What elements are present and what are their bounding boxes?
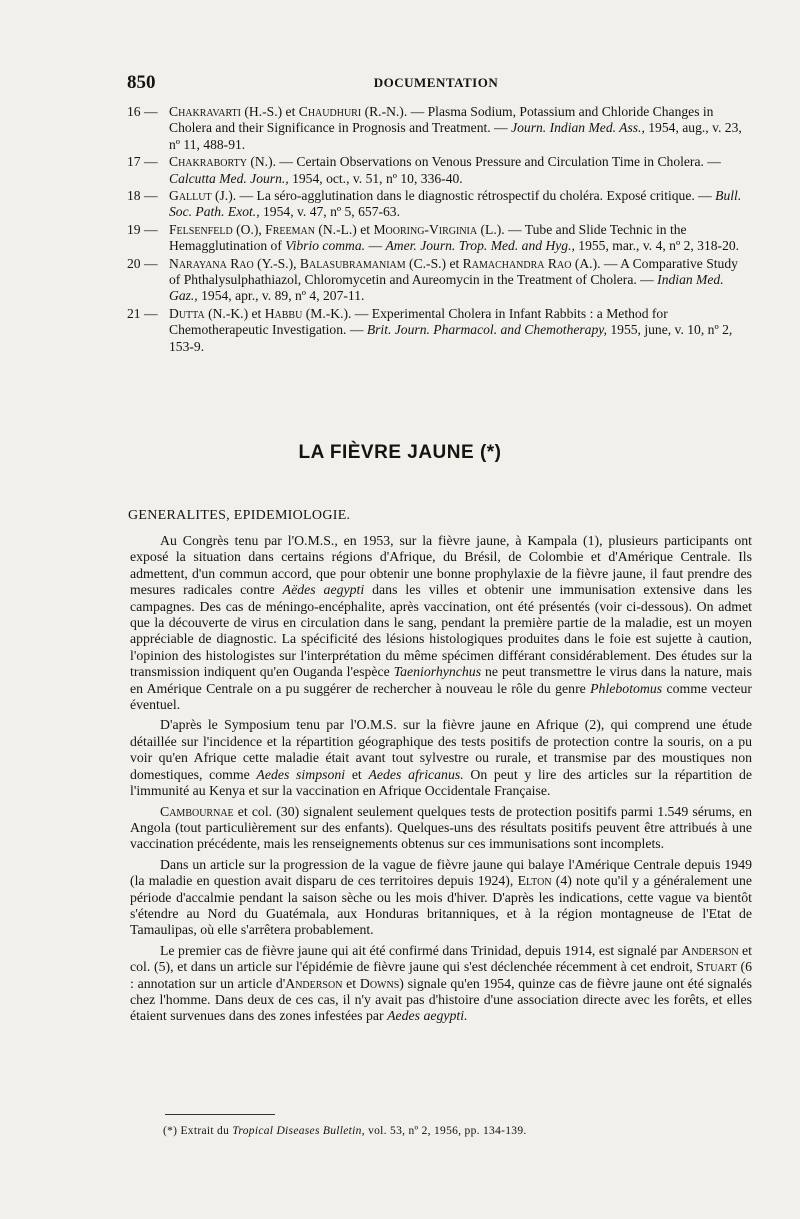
text-run: Le premier cas de fièvre jaune qui ait été confirmé dans Trinidad, depuis 1914, est signalé par — [160, 942, 682, 958]
author-name: Anderson — [681, 942, 739, 958]
reference-list — [127, 104, 751, 356]
italic-text: Taeniorhynchus — [393, 664, 482, 680]
text-run: (A.). — A Comparative Study of Phthalysulphathiazol, Chloromycetin and Aureomycin in the Treatment of Cholera. — — [169, 255, 738, 288]
reference-text — [169, 154, 751, 187]
reference-text — [169, 222, 751, 255]
author-name: Gallut — [169, 188, 212, 204]
text-run: (L.). — Tube and Slide Technic in the Hemagglutination of — [169, 221, 687, 254]
body-paragraph — [130, 804, 752, 853]
text-run: D'après le Symposium tenu par l'O.M.S. sur la fièvre jaune en Afrique (2), qui comprend une étude détaillée sur l'incidence et la répartition géographique des tests positifs de protection contre la souris, on a pu voir qu'en Afrique cette maladie était avant tout sylvestre ou rurale, et transmise par des moustiques non domestiques, comme — [130, 717, 752, 782]
text-run: (C.-S.) et — [405, 255, 463, 271]
reference-item — [127, 104, 751, 153]
text-run: (O.), — [232, 221, 266, 237]
italic-text: Aedes africanus. — [368, 766, 464, 782]
text-run: Au Congrès tenu par l'O.M.S., en 1953, sur la fièvre jaune, à Kampala (1), plusieurs participants ont exposé la situation dans certains régions d'Afrique, du Brésil, de Colombie et d'Amérique Centrale. Ils admettent, d'un commun accord, que pour obtenir une bonne prophylaxie de la fièvre jaune, il faut prendre des mesures radicales contre — [130, 533, 752, 598]
section-heading: GENERALITES, EPIDEMIOLOGIE. — [128, 508, 351, 523]
text-run: (J.). — La séro-agglutination dans le diagnostic rétrospectif du choléra. Exposé critique. — — [211, 188, 716, 204]
text-run: (H.-S.) et — [241, 104, 299, 119]
body-paragraph — [130, 533, 752, 713]
text-run: vol. 53, nº 2, 1956, pp. 134-139. — [364, 1125, 527, 1137]
body-paragraph — [130, 717, 752, 799]
text-run: (R.-N.). — Plasma Sodium, Potassium and Chloride Changes in Cholera and their Significance in Prognosis and Treatment. — — [169, 104, 714, 136]
text-run: et col. (5), et dans un article sur l'épidémie de fièvre jaune qui s'est déclenchée récemment à cet endroit, — [130, 942, 753, 975]
reference-item — [127, 306, 751, 355]
footnote-rule — [165, 1114, 275, 1115]
reference-text — [169, 306, 751, 355]
italic-text: Indian Med. Gaz., — [169, 272, 724, 304]
text-run: (N.-K.) et — [204, 305, 265, 321]
author-name: Felsenfeld — [169, 221, 233, 237]
italic-text: Aedes simpsoni — [256, 766, 346, 782]
reference-number: 19 — — [127, 221, 158, 237]
author-name: Habbu — [264, 305, 303, 321]
reference-item — [127, 222, 751, 255]
text-run: et — [345, 766, 369, 782]
text-run: ) signale qu'en 1954, quinze cas de fièvre jaune ont été signalés chez l'homme. Dans deux de ces cas, il n'y avait pas d'histoire d'une association directe avec les forêts, et elles étaient survenues dans des zones infestées par — [130, 975, 752, 1024]
text-run: (M.-K.). — Experimental Cholera in Infant Rabbits : a Method for Chemotherapeutic Investigation. — — [169, 305, 668, 338]
article-title: LA FIÈVRE JAUNE (*) — [298, 442, 502, 463]
italic-text: Journ. Indian Med. Ass., — [511, 120, 645, 136]
author-name: Freeman — [265, 221, 315, 237]
footnote — [163, 1125, 527, 1137]
text-run: 1954, aug., v. 23, nº 11, 488-91. — [169, 120, 742, 152]
text-run: On peut y lire des articles sur la répartition de l'immunité au Kenya et sur la vaccination en Afrique Occidentale Française. — [130, 766, 752, 799]
text-run: 1955, mar., v. 4, nº 2, 318-20. — [574, 238, 740, 254]
text-run: 1954, apr., v. 89, nº 4, 207-11. — [197, 288, 365, 304]
author-name: Ramachandra Rao — [462, 255, 572, 271]
text-run: 1955, june, v. 10, nº 2, 153-9. — [169, 322, 733, 354]
reference-text — [169, 188, 751, 221]
reference-text — [169, 104, 751, 153]
author-name: Chaudhuri — [298, 104, 362, 119]
italic-text: Tropical Diseases Bulletin, — [232, 1125, 365, 1137]
reference-number: 17 — — [127, 154, 158, 170]
text-run: dans les villes et obtenir une immunisation extensive dans les campagnes. Des cas de méningo-encéphalite, après vaccination, ont été présentés (voir ci-dessous). On admet que la découverte de virus en circulation dans le sang, pendant la première partie de la maladie, est un moyen appréciable de diagnostic. La spécificité des lésions histologiques produites dans le foie est sujette à caution, l'opinion des histologistes sur l'interprétation du même spécimen différant considérablement. Des études sur la transmission indiquent qu'en Ouganda l'espèce — [130, 582, 752, 680]
body-paragraph — [130, 857, 752, 939]
reference-number: 21 — — [127, 305, 158, 321]
text-run: Dans un article sur la progression de la vague de fièvre jaune qui balaye l'Amérique Centrale depuis 1949 (la maladie en question avait disparu de ces territoires depuis 1924), — [130, 856, 752, 889]
italic-text: Bull. Soc. Path. Exot., — [169, 188, 742, 220]
author-name: Mooring-Virginia — [373, 221, 478, 237]
italic-text: Vibrio comma. — [285, 238, 366, 254]
italic-text: Aëdes aegypti — [282, 582, 365, 598]
text-run: comme vecteur éventuel. — [130, 680, 753, 713]
italic-text: Calcutta Med. Journ., — [169, 170, 289, 186]
text-run: (N.-L.) et — [314, 221, 374, 237]
text-run: et — [342, 975, 360, 991]
reference-item — [127, 154, 751, 187]
text-run: (4) note qu'il y a généralement une période d'accalmie pendant la saison sèche ou les mois d'hiver. D'après les indications, cette vague va bientôt s'étendre au Nord du Guatémala, aux Honduras britanniques, et à la région montagneuse de l'Etat de Tamaulipas, où elle s'arrêtera probablement. — [130, 873, 753, 938]
page-number: 850 — [127, 72, 156, 93]
text-run: — — [365, 238, 386, 254]
reference-text — [169, 256, 751, 305]
body-paragraph — [130, 943, 752, 1025]
author-name: Downs — [359, 975, 400, 991]
italic-text: Aedes aegypti. — [387, 1008, 468, 1024]
text-run: (Y.-S.), — [253, 255, 300, 271]
author-name: Chakravarti — [169, 104, 241, 119]
italic-text: Brit. Journ. Pharmacol. and Chemotherapy, — [366, 322, 607, 338]
reference-number: 18 — — [127, 188, 158, 204]
running-head: DOCUMENTATION — [373, 75, 499, 90]
text-run: (*) Extrait du — [163, 1125, 233, 1137]
text-run: (N.). — Certain Observations on Venous Pressure and Circulation Time in Cholera. — — [246, 154, 721, 170]
reference-number: 16 — — [127, 104, 158, 119]
author-name: Dutta — [169, 305, 205, 321]
author-name: Chakraborty — [169, 154, 247, 170]
reference-number: 20 — — [127, 255, 158, 271]
text-run: et col. (30) signalent seulement quelques tests de protection positifs parmi 1.549 sérums, en Angola (tout particulièrement sur des enfants). Quelques-uns des résultats positifs peuvent être attribués à une vaccination précédente, mais les renseignements obtenus sur ces immunisations sont incomplets. — [130, 803, 752, 852]
text-run: 1954, oct., v. 51, nº 10, 336-40. — [288, 170, 463, 186]
article-body — [130, 533, 752, 1029]
italic-text: Amer. Journ. Trop. Med. and Hyg., — [385, 238, 575, 254]
italic-text: Phlebotomus — [590, 680, 663, 696]
page-header — [127, 72, 745, 92]
author-name: Elton — [517, 873, 552, 889]
author-name: Cambournae — [160, 803, 234, 819]
text-run: (6 : annotation sur un article d' — [130, 959, 752, 991]
text-run: 1954, v. 47, nº 5, 657-63. — [259, 204, 401, 220]
reference-item — [127, 256, 751, 305]
author-name: Stuart — [696, 959, 737, 975]
author-name: Anderson — [285, 975, 343, 991]
author-name: Narayana Rao — [169, 255, 254, 271]
reference-item — [127, 188, 751, 221]
text-run: ne peut transmettre le virus dans la nature, mais en Amérique Centrale on a pu suggérer de rechercher à nouveau le rôle du genre — [130, 664, 753, 696]
author-name: Balasubramaniam — [299, 255, 406, 271]
